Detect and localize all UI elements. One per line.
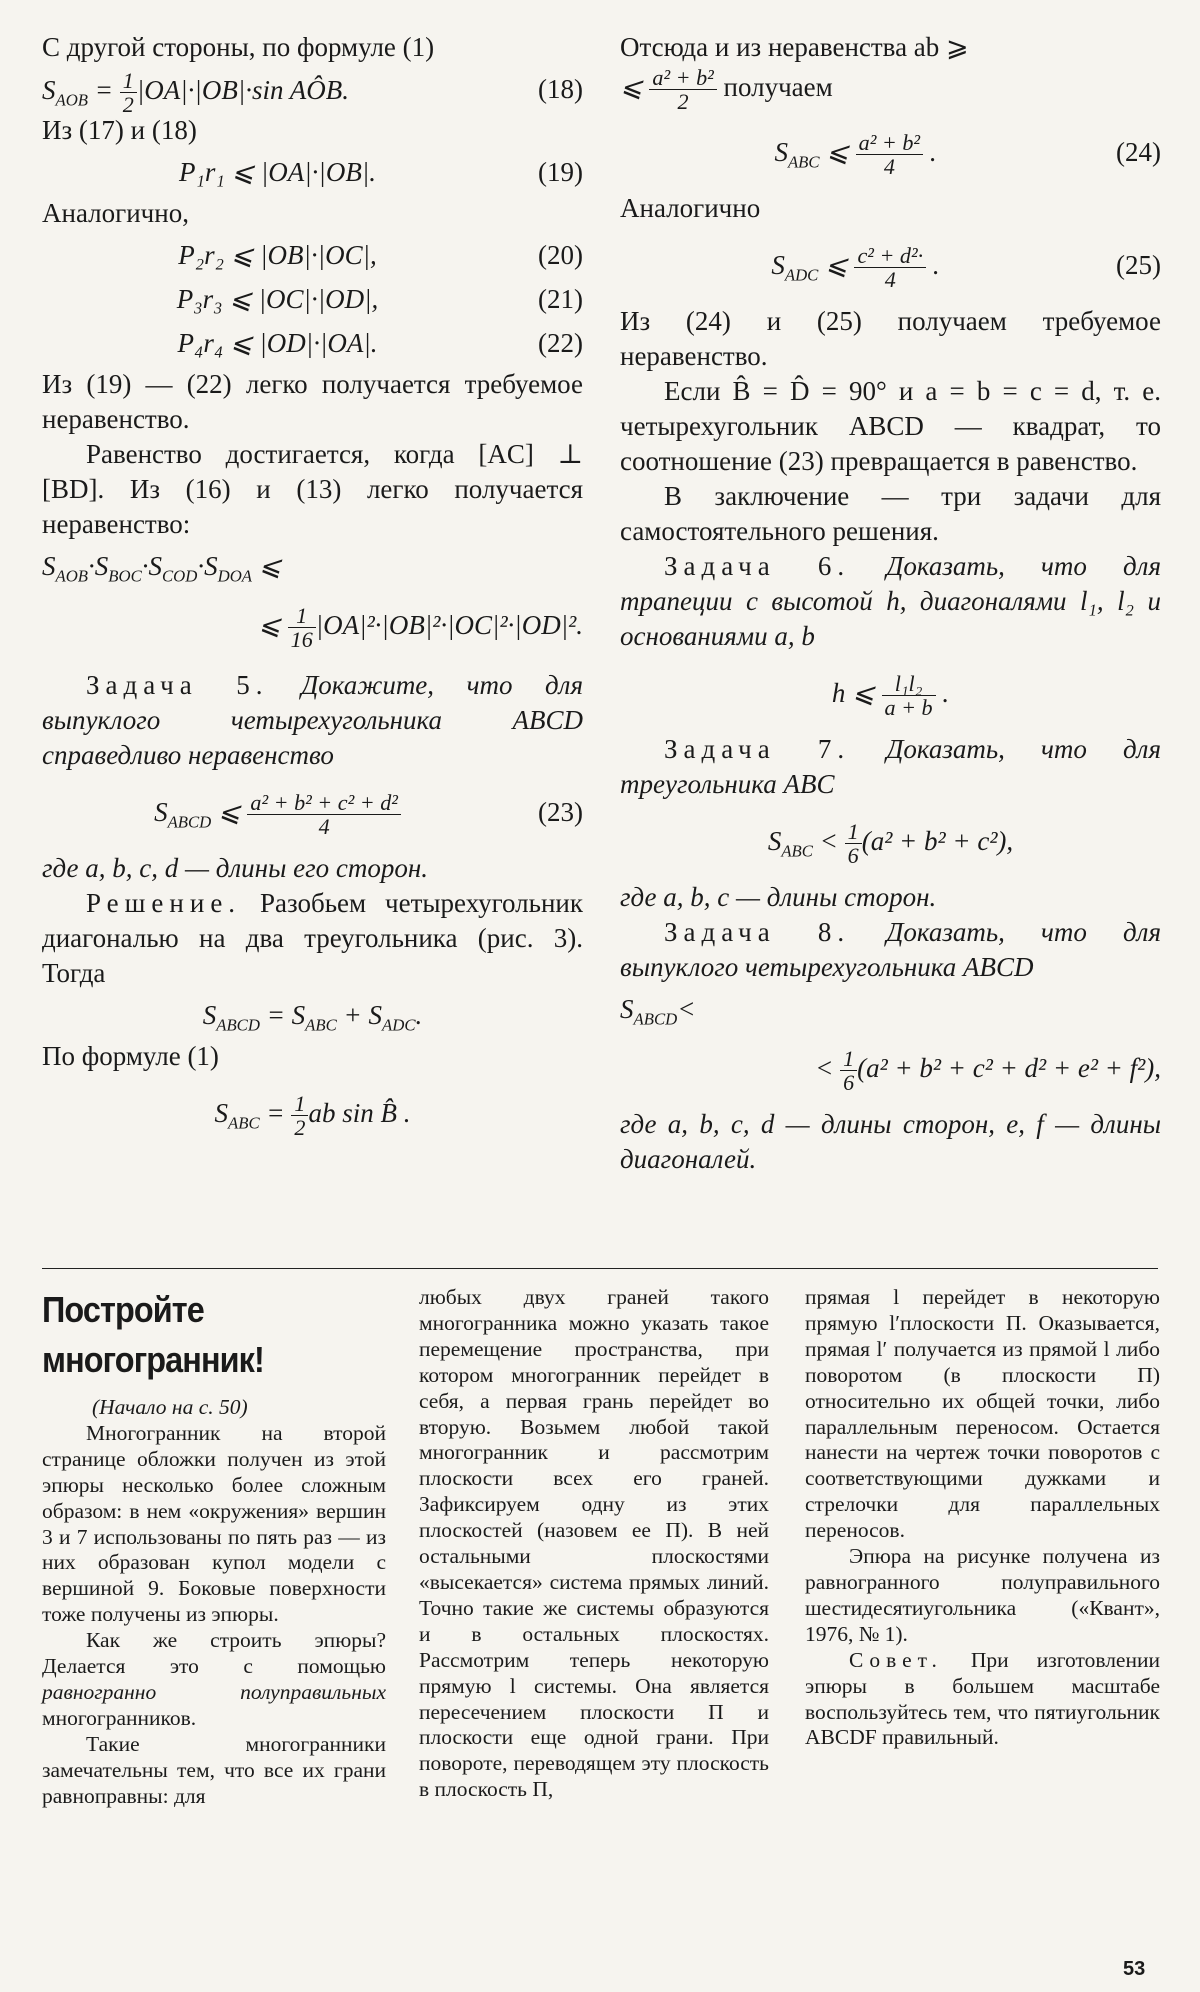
- formula: $S_{AOB}\cdot S_{BOC}\cdot S_{COD}\cdot S_{DOA}$ ⩽: [42, 551, 282, 586]
- equation-20: [42, 235, 583, 275]
- paragraph: Из (17) и (18): [42, 115, 197, 145]
- paragraph: прямая l перейдет в некоторую прямую l′плоскости П. Оказывается, прямая l′ получается из прямой l либо поворотом (в плоскости П) относительно их общей точки, либо параллельным переносом. Остается нанести на чертеж точки поворотов с соответствующими дужками и стрелочки для параллельных переносов.: [805, 1285, 1160, 1543]
- equation-task6: h ⩽ $\frac{\text{l₁l₂}}{a + b}$ .: [831, 671, 950, 721]
- fraction: [649, 66, 716, 113]
- solution-label: Решение.: [86, 888, 242, 918]
- relation: <: [815, 1053, 841, 1083]
- task-text: Доказать, что для треугольника ABC: [620, 734, 1161, 799]
- formula: P₃r₃ ⩽ |OC|·|OD|,: [176, 284, 379, 314]
- fraction: [845, 820, 862, 867]
- paragraph: где a, b, c, d — длины сторон, e, f — длины диагоналей.: [620, 1109, 1161, 1174]
- numerator: 1: [845, 820, 862, 844]
- equation-23: [42, 777, 583, 847]
- article-column-3: [805, 1285, 1160, 1751]
- text: многогранников.: [42, 1705, 197, 1730]
- fraction: [856, 131, 923, 178]
- paragraph: Из (24) и (25) получаем требуемое неравенство.: [620, 306, 1161, 371]
- equation-number: (22): [538, 328, 583, 358]
- paragraph: Равенство достигается, когда [AC] ⊥ [BD]. Из (16) и (13) легко получается неравенство:: [42, 439, 583, 539]
- left-column: [42, 30, 583, 1152]
- equation-split: [42, 995, 583, 1035]
- eq-lhs: $S_{ADC}$ ⩽: [771, 250, 855, 285]
- equation-task8-line1: [620, 989, 1161, 1029]
- article-column-2: [419, 1285, 769, 1803]
- advice-label: Совет.: [849, 1647, 943, 1672]
- section-divider: [42, 1268, 1158, 1269]
- paragraph: Многогранник на второй странице обложки получен из этой эпюры несколько более сложным образом: в нем «окружения» вершин 3 и 7 использованы по пять раз — из них образован купол модели с вершиной 9. Боковые поверхности тоже получены из эпюры.: [42, 1420, 386, 1627]
- paragraph: где a, b, c — длины сторон.: [620, 882, 937, 912]
- paragraph: [42, 1628, 386, 1732]
- equation-task7: [620, 806, 1161, 876]
- eq-lhs: $S_{ABC}$ <: [767, 826, 845, 861]
- solution-text: Разобьем четырехугольник диагональю на два треугольника (рис. 3). Тогда: [42, 888, 583, 988]
- equation-24: $S_{ABC}$ ⩽ $\frac{\text{a² + b²}}{4}$ . (24): [620, 117, 1161, 187]
- fraction: [288, 604, 316, 651]
- denominator: 4: [884, 267, 896, 293]
- right-column: [620, 30, 1161, 1177]
- fraction: [120, 69, 137, 116]
- advice: [805, 1648, 1160, 1752]
- task-label: Задача 7.: [664, 734, 851, 764]
- eq18-rel: =: [88, 74, 120, 105]
- equation-19: [42, 152, 583, 192]
- task-8: [620, 915, 1161, 985]
- paragraph: С другой стороны, по формуле (1): [42, 32, 435, 62]
- task-6: [620, 549, 1161, 654]
- paragraph: где a, b, c, d — длины его сторон.: [42, 853, 429, 883]
- denominator: 16: [290, 627, 313, 653]
- paragraph: В заключение — три задачи для самостоятельного решения.: [620, 481, 1161, 546]
- paragraph: Из (19) — (22) легко получается требуемое неравенство.: [42, 369, 583, 434]
- numerator: 1: [291, 1092, 308, 1116]
- denominator: 6: [843, 1070, 855, 1096]
- equation-18: [42, 68, 583, 118]
- paragraph: Такие многогранники замечательны тем, что все их грани равноправны: для: [42, 1731, 386, 1808]
- equation-21: [42, 279, 583, 319]
- inequality-line: [620, 61, 1161, 113]
- equation-number: (23): [538, 797, 583, 827]
- task-text: Доказать, что для выпуклого четырехугольника ABCD: [620, 917, 1161, 982]
- task-5: [42, 668, 583, 773]
- denominator: 2: [122, 92, 134, 118]
- article-column-1: [42, 1285, 386, 1810]
- formula: P₂r₂ ⩽ |OB|·|OC|,: [178, 240, 377, 270]
- formula: P₁r₁ ⩽ |OA|·|OB|.: [178, 157, 377, 187]
- relation: ⩽: [620, 72, 643, 102]
- equation-product: [42, 546, 583, 586]
- page-number: 53: [1123, 1958, 1146, 1980]
- fraction: [247, 791, 401, 838]
- eq23-rel: ⩽: [211, 797, 248, 827]
- continuation-note: (Начало на с. 50): [92, 1395, 248, 1419]
- paragraph: Аналогично,: [42, 198, 189, 228]
- denominator: 2: [677, 89, 689, 115]
- task-text: Доказать, что для трапеции с высотой h, диагоналями l₁, l₂ и основаниями a, b: [620, 551, 1161, 651]
- formula-tail: (a² + b² + c² + d² + e² + f²),: [857, 1053, 1161, 1083]
- task-7: [620, 732, 1161, 802]
- equation-number: (24): [1116, 137, 1161, 167]
- denominator: a + b: [884, 695, 933, 721]
- title-line: многогранник!: [42, 1339, 264, 1380]
- paragraph: любых двух граней такого многогранника можно указать такое перемещение пространства, при котором многогранник перейдет в себя, а первая грань перейдет во вторую. Возьмем любой такой многогранник и рассмотрим плоскости всех его граней. Зафиксируем одну из этих плоскостей (назовем ее П). В ней остальными плоскостями «высекается» система прямых линий. Точно такие же системы образуются и в остальных плоскостях. Рассмотрим теперь некоторую прямую l системы. Она является пересечением плоскости П и плоскости еще одной грани. При повороте, переводящем эту плоскость в плоскость П,: [419, 1285, 769, 1802]
- numerator: l₁l₂: [882, 672, 936, 696]
- text: Как же строить эпюры? Делается это с помощью: [42, 1628, 386, 1679]
- equation-22: [42, 323, 583, 363]
- formula-tail: (a² + b² + c²),: [861, 826, 1014, 856]
- equation-number: (21): [538, 284, 583, 314]
- denominator: 4: [318, 814, 330, 840]
- fraction: [840, 1047, 857, 1094]
- equation-sabc: [42, 1078, 583, 1148]
- eq-lhs: $S_{ABC}$ ⩽: [774, 137, 856, 172]
- numerator: c² + d²·: [854, 244, 926, 268]
- task-label: Задача 8.: [664, 917, 851, 947]
- emphasis: равногранно полуправильных: [42, 1679, 386, 1704]
- denominator: 2: [294, 1115, 306, 1141]
- advice-text: При изготовлении эпюры в большем масштабе воспользуйтесь тем, что пятиугольник ABCDF правильный.: [805, 1647, 1160, 1750]
- numerator: 1: [120, 69, 137, 93]
- eq18-tail: |OA|·|OB|·sin AÔB.: [136, 74, 350, 105]
- eq-lhs: $S_{ABC}$ =: [214, 1098, 292, 1133]
- formula-tail: ab sin B̂ .: [308, 1098, 411, 1128]
- task-label: Задача 5.: [86, 670, 269, 700]
- numerator: 1: [840, 1047, 857, 1071]
- formula-tail: |OA|²·|OB|²·|OC|²·|OD|².: [315, 610, 583, 640]
- equation-product-2: [42, 590, 583, 660]
- task-label: Задача 6.: [664, 551, 851, 581]
- article-title: [42, 1285, 352, 1385]
- numerator: a² + b² + c² + d²: [247, 791, 401, 815]
- equation-number: (20): [538, 240, 583, 270]
- paragraph: Отсюда и из неравенства ab ⩾: [620, 32, 969, 62]
- equation-number: (18): [538, 74, 583, 104]
- eq18-sub: AOB: [55, 90, 89, 110]
- relation: ⩽: [258, 610, 281, 640]
- title-line: Постройте: [42, 1289, 204, 1330]
- numerator: a² + b²: [649, 66, 716, 90]
- fraction: [291, 1092, 308, 1139]
- numerator: 1: [288, 604, 316, 628]
- paragraph: Аналогично: [620, 193, 761, 223]
- equation-25: $S_{ADC}$ ⩽ $\frac{\text{c² + d²·}}{4}$ . (25): [620, 230, 1161, 300]
- formula: $S_{ABCD} = S_{ABC} + S_{ADC}$.: [202, 1000, 423, 1035]
- denominator: 4: [883, 154, 895, 180]
- equation-number: (25): [1116, 250, 1161, 280]
- fraction: [854, 244, 926, 291]
- paragraph: Эпюра на рисунке получена из равногранного полуправильного шестидесятиугольника («Квант», 1976, № 1).: [805, 1544, 1160, 1646]
- paragraph: По формуле (1): [42, 1041, 219, 1071]
- inline-text: получаем: [723, 72, 833, 102]
- formula: P₄r₄ ⩽ |OD|·|OA|.: [177, 328, 378, 358]
- paragraph: Если B̂ = D̂ = 90° и a = b = c = d, т. е. четырехугольник ABCD — квадрат, то соотношение (23) превращается в равенство.: [620, 376, 1161, 476]
- eq-lhs: h ⩽: [831, 678, 882, 708]
- formula: $S_{ABCD}<$: [620, 994, 696, 1029]
- fraction: [882, 672, 936, 719]
- task-text: Докажите, что для выпуклого четырехугольника ABCD справедливо неравенство: [42, 670, 583, 770]
- eq23-lhs: S: [154, 797, 168, 827]
- solution: [42, 886, 583, 991]
- equation-number: (19): [538, 157, 583, 187]
- denominator: 6: [847, 843, 859, 869]
- eq18-lhs: S: [42, 74, 56, 105]
- equation-task8-line2: [620, 1033, 1161, 1103]
- eq23-sub: ABCD: [167, 812, 212, 832]
- numerator: a² + b²: [856, 131, 923, 155]
